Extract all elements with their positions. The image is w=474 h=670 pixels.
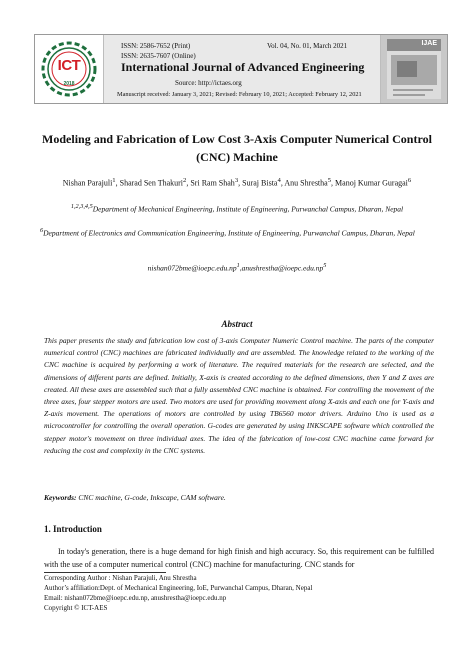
affiliation-2 <box>40 225 430 240</box>
author-sup: 3 <box>234 177 239 184</box>
volume-info: Vol. 04, No. 01, March 2021 <box>267 42 348 50</box>
journal-logo <box>35 35 104 103</box>
introduction-text: In today's generation, there is a huge demand for high finish and high accuracy. So, this requirement can be fulfilled with the use of a computer numerical control (CNC) machine for manufacturing. CNC stands for <box>44 547 434 569</box>
footnote-rule <box>44 572 166 573</box>
author-name: Anu Shrestha <box>284 178 328 188</box>
abstract-body: This paper presents the study and fabrication low cost of 3-axis Computer Numeric Control machine. The parts of the computer numerical control (CNC) machines are fabricated individually and are assembled. The knowledge related to the working of the CNC machine is acquired by performing a work of literature. The required materials for the research are selected, and the dimensions of different parts are defined. Initially, X-axis is created according to the defined dimensions, then Y and Z axes are created. All these axes are assembled such that a fully assembled CNC machine is obtained. For controlling the movement of the three axes, four stepper motors are used. Two motors are used for providing movement along X-axis and each one for Y-axis and Z-axis movement. The operations of motors are controlled by using TB6560 motor drivers. Arduino Uno is used as a microcontroller for controlling the overall operation. G-codes are generated by using INKSCAPE software which controlled the stepper motor's movement on three individual axes. The idea of the fabrication of low-cost CNC machine came forward for reducing the cost and complexity in the CNC systems. <box>44 336 434 455</box>
author-sup: 5 <box>327 177 332 184</box>
email-separator: , <box>239 263 242 273</box>
cover-label: IJAE <box>421 40 437 47</box>
manuscript-dates: Manuscript received: January 3, 2021; Revised: February 10, 2021; Accepted: February 12, 2021 <box>117 91 362 98</box>
keywords-label: Keywords: <box>44 493 77 502</box>
author-name: Sri Ram Shah <box>190 178 235 188</box>
footer-affiliation: Author’s affiliation:Dept. of Mechanical Engineering, IoE, Purwanchal Campus, Dharan, Nepal <box>44 584 313 592</box>
keywords-list: CNC machine, G-code, Inkscape, CAM software. <box>76 493 226 502</box>
source-url[interactable]: Source: http://ictaes.org <box>175 79 242 87</box>
logo-year: 2018 <box>63 81 75 87</box>
author-name: Suraj Bista <box>242 178 278 188</box>
author-sup: 2 <box>183 177 187 184</box>
author-sup: 6 <box>407 177 412 184</box>
author-sup: 1 <box>112 177 116 184</box>
author-list: Nishan Parajuli$^1$, Sharad Sen Thakuri$^2$, Sri Ram Shah$^3$, Suraj Bista$^4$, Anu Shrestha$^5$, Manoj Kumar Guragai$^6$ <box>62 177 412 188</box>
author-emails <box>30 262 444 273</box>
author-name: Sharad Sen Thakuri <box>119 178 184 188</box>
keywords <box>44 493 434 502</box>
affiliation-1 <box>30 203 444 214</box>
journal-cover-thumbnail <box>380 35 447 103</box>
issn-online: ISSN: 2635-7607 (Online) <box>121 52 196 60</box>
affiliation-text: Department of Electronics and Communication Engineering, Institute of Engineering, Purwanchal Campus, Dharan, Nepal <box>43 228 415 238</box>
author-name: Manoj Kumar Guragai <box>335 178 408 188</box>
affiliation-sup: 6 <box>40 227 44 234</box>
affiliation-sup: 1,2,3,4,5 <box>70 203 93 210</box>
email-2[interactable]: anushrestha@ioepc.edu.np <box>241 263 324 273</box>
section-heading-introduction: 1. Introduction <box>44 524 102 534</box>
journal-title: International Journal of Advanced Engineering <box>121 60 365 74</box>
footer-corresponding-author: Corresponding Author : Nishan Parajuli, Anu Shrestha <box>44 574 197 582</box>
email-sup: 5 <box>323 262 327 269</box>
paper-title: Modeling and Fabrication of Low Cost 3-Axis Computer Numerical Control (CNC) Machine <box>42 132 432 164</box>
journal-header <box>34 34 448 104</box>
logo-acronym: ICT <box>57 57 81 74</box>
issn-print: ISSN: 2586-7652 (Print) <box>121 42 191 50</box>
email-1[interactable]: nishan072bme@ioepc.edu.np <box>147 263 237 273</box>
abstract-heading: Abstract <box>221 319 253 329</box>
affiliation-text: Department of Mechanical Engineering, Institute of Engineering, Purwanchal Campus, Dharan, Nepal <box>92 204 404 214</box>
footer-copyright: Copyright © ICT-AES <box>44 604 108 612</box>
email-sup: 1 <box>236 262 240 269</box>
author-name: Nishan Parajuli <box>62 178 113 188</box>
footer-email: Email: nishan072bme@ioepc.edu.np, anushrestha@ioepc.edu.np <box>44 594 227 602</box>
author-sup: 4 <box>277 177 281 184</box>
